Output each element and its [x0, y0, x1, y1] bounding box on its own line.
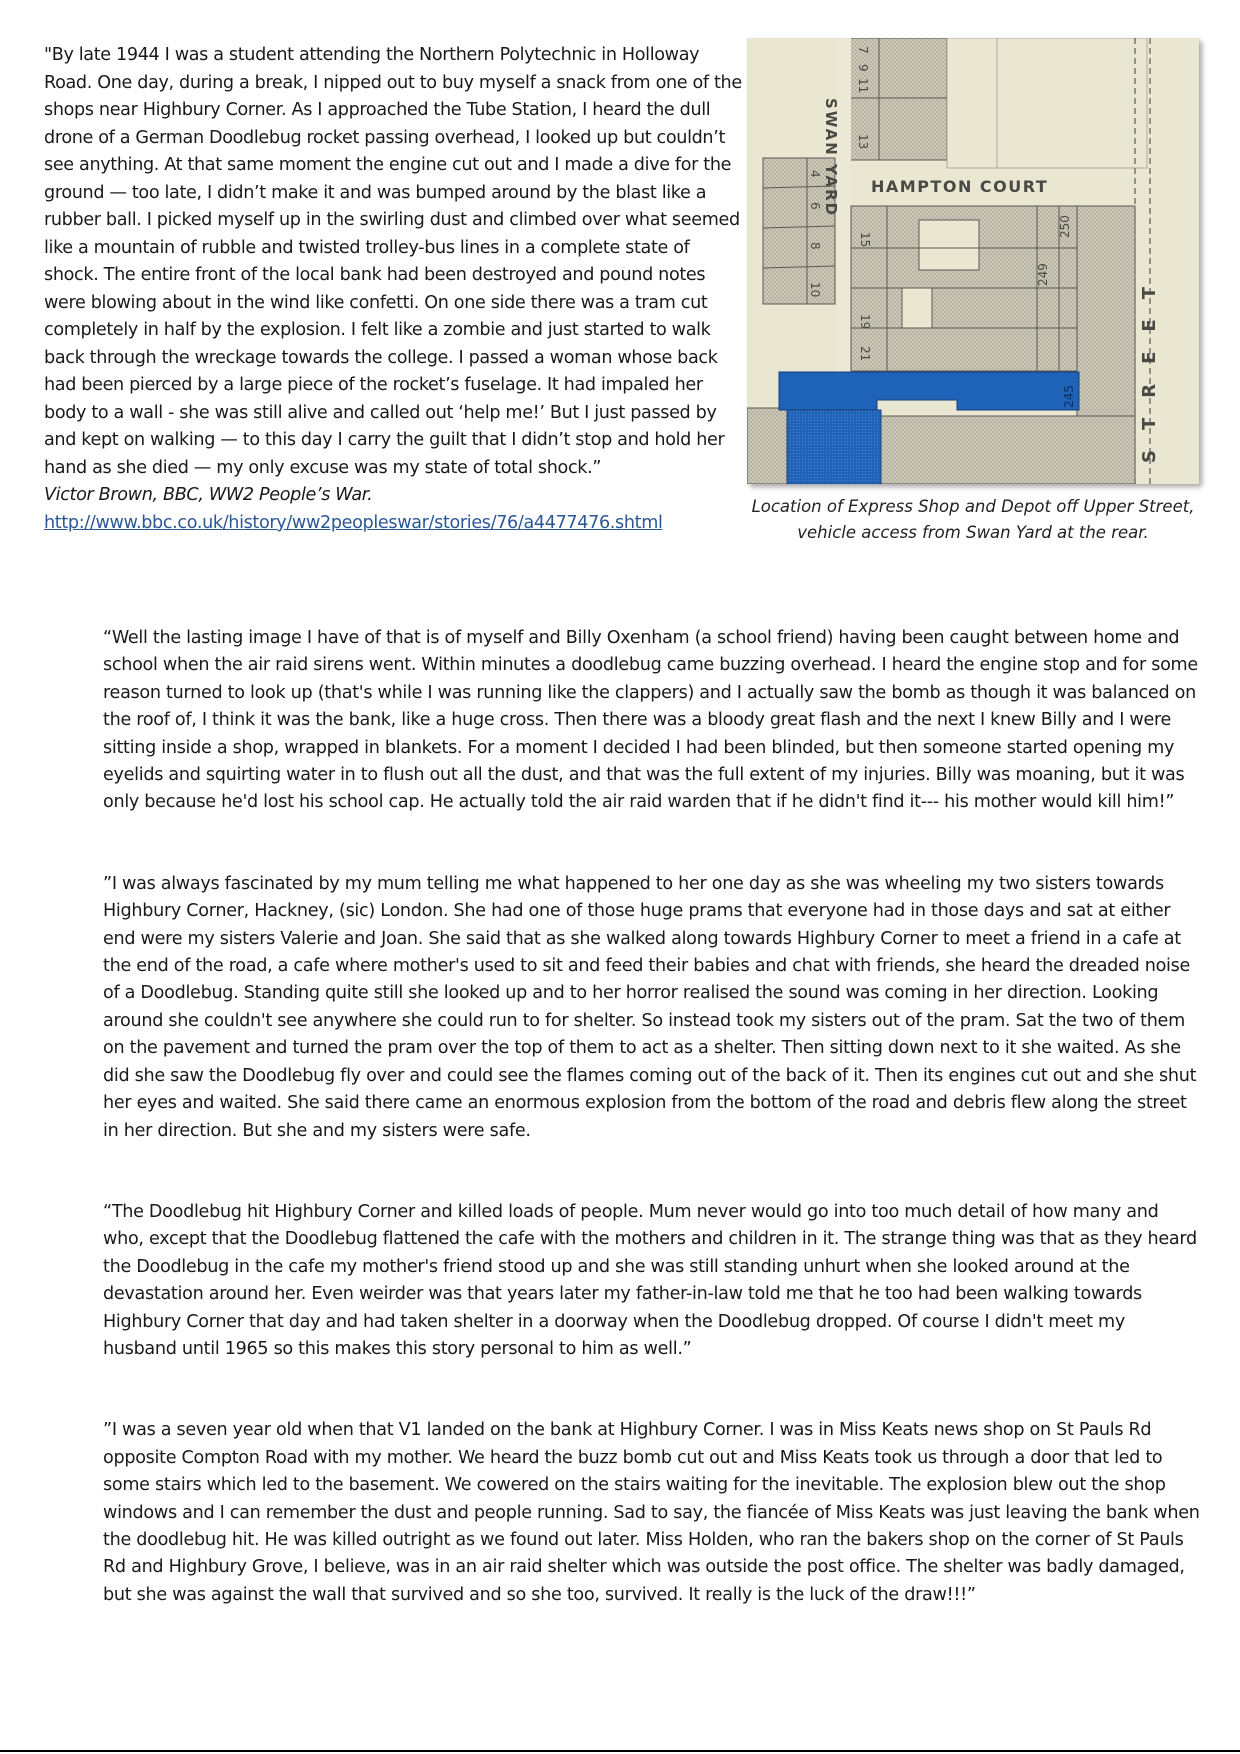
- label-n-6: 6: [808, 202, 822, 210]
- label-n-15: 15: [858, 232, 872, 248]
- label-n-245: 245: [1062, 385, 1076, 408]
- victor-brown-quote: "By late 1944 I was a student attending the Northern Polytechnic in Holloway Road. One day, during a break, I nipped out to buy myself a snack from one of the shops near Highbury Corner. As I approached the Tube Station, I heard the dull drone of a German Doodlebug rocket passing overhead, I looked up but couldn’t see anything. At that same moment the engine cut out and I made a dive for the ground — too late, I didn’t make it and was bumped around by the blast like a rubber ball. I picked myself up in the swirling dust and climbed over what seemed like a mountain of rubble and twisted trolley-bus lines in a complete state of shock. The entire front of the local bank had been destroyed and pound notes were blowing about in the wind like confetti. On one side there was a tram cut completely in half by the explosion. I felt like a zombie and just started to walk back through the wreckage towards the college. I passed a woman whose back had been pierced by a large piece of the rocket’s fuselage. It had impaled her body to a wall - she was still alive and called out ‘help me!’ But I just passed by and kept on walking — to this day I carry the guilt that I didn’t stop and hold her hand as she died — my only excuse was my state of total shock.”: [44, 45, 742, 478]
- quote-billy-oxenham: “Well the lasting image I have of that is of myself and Billy Oxenham (a school friend) having been caught between home and school when the air raid sirens went. Within minutes a doodlebug came buzzing overhead. I heard the engine stop and for some reason turned to look up (that's while I was running like the clappers) and I actually saw the bomb as though it was balanced on the roof of, I think it was the bank, like a huge cross. Then there was a bloody great flash and the next I knew Billy and I were sitting inside a shop, wrapped in blankets. For a moment I decided I had been blinded, but then someone started opening my eyelids and squirting water in to flush out all the dust, and that was the full extent of my injuries. Billy was moaning, but it was only because he'd lost his school cap. He actually told the air raid warden that if he didn't find it--- his mother would kill him!”: [103, 628, 1198, 813]
- label-street: STREET: [1139, 267, 1160, 463]
- label-hampton-court: HAMPTON COURT: [871, 177, 1049, 196]
- label-n-9: 9: [856, 64, 870, 72]
- map-figure: [747, 38, 1199, 546]
- quote-mum-pram: ”I was always fascinated by my mum telling me what happened to her one day as she was wheeling my two sisters towards Highbury Corner, Hackney, (sic) London. She had one of those huge prams that everyone had in those days and sat at either end were my sisters Valerie and Joan. She said that as she walked along towards Highbury Corner to meet a friend in a cafe at the end of the road, a cafe where mother's used to sit and feed their babies and chat with friends, she heard the dreaded noise of a Doodlebug. Standing quite still she looked up and to her horror realised the sound was coming in her direction. Looking around she couldn't see anywhere she could run to for shelter. So instead took my sisters out of the pram. Sat the two of them on the pavement and turned the pram over the top of them to act as a shelter. Then sitting down next to it she waited. As she did she saw the Doodlebug fly over and could see the flames coming out of the back of it. Then its engines cut out and she shut her eyes and waited. She said there came an enormous explosion from the bottom of the road and debris flew along the street in her direction. But she and my sisters were safe.: [103, 873, 1197, 1141]
- express-shop-highlight: [787, 410, 881, 484]
- label-swan-yard: SWAN YARD: [822, 98, 840, 218]
- block-left-lower: [747, 408, 787, 484]
- label-n-4: 4: [808, 170, 822, 178]
- quote-miss-keats: ”I was a seven year old when that V1 landed on the bank at Highbury Corner. I was in Miss Keats news shop on St Pauls Rd opposite Compton Road with my mother. We heard the buzz bomb cut out and Miss Keats took us through a door that led to some stairs which led to the basement. We cowered on the stairs waiting for the inevitable. The explosion blew out the shop windows and I can remember the dust and people running. Sad to say, the fiancée of Miss Keats was just leaving the bank when the doodlebug hit. He was killed outright as we found out later. Miss Holden, who ran the bakers shop on the corner of St Pauls Rd and Highbury Grove, I believe, was in an air raid shelter which was outside the post office. The shelter was badly damaged, but she was against the wall that survived and so she too, survived. It really is the luck of the draw!!!”: [103, 1420, 1200, 1605]
- map-caption: Location of Express Shop and Depot off Upper Street, vehicle access from Swan Yard at the rear.: [751, 497, 1195, 542]
- victor-brown-quote-block: [44, 42, 744, 537]
- label-n-10: 10: [808, 282, 822, 298]
- label-n-19: 19: [858, 314, 872, 330]
- label-n-249: 249: [1036, 263, 1050, 286]
- street-map: [747, 38, 1199, 484]
- label-n-250: 250: [1058, 215, 1072, 238]
- quote-highbury-cafe: “The Doodlebug hit Highbury Corner and killed loads of people. Mum never would go into too much detail of how many and who, except that the Doodlebug flattened the cafe with the mothers and children in it. The strange thing was that as they heard the Doodlebug in the cafe my mother's friend stood up and she was still standing unhurt when she looked around at the devastation around her. Even weirder was that years later my father-in-law told me that he too had been walking towards Highbury Corner that day and had taken shelter in a doorway when the Doodlebug dropped. Of course I didn't meet my husband until 1965 so this makes this story personal to him as well.”: [103, 1201, 1197, 1359]
- quote-attribution: Victor Brown, BBC, WW2 People’s War.: [44, 485, 373, 505]
- label-n-21: 21: [858, 346, 872, 362]
- label-n-13: 13: [856, 134, 870, 150]
- label-n-8: 8: [808, 242, 822, 250]
- label-n-7: 7: [856, 46, 870, 54]
- page-bottom-rule: [0, 1750, 1240, 1752]
- quotes-section: [103, 625, 1203, 1609]
- label-n-11: 11: [856, 78, 870, 94]
- block-south: [851, 416, 1135, 484]
- block-hampton-north: [947, 38, 1147, 168]
- bbc-source-link[interactable]: http://www.bbc.co.uk/history/ww2peopleswar/stories/76/a4477476.shtml: [44, 512, 663, 533]
